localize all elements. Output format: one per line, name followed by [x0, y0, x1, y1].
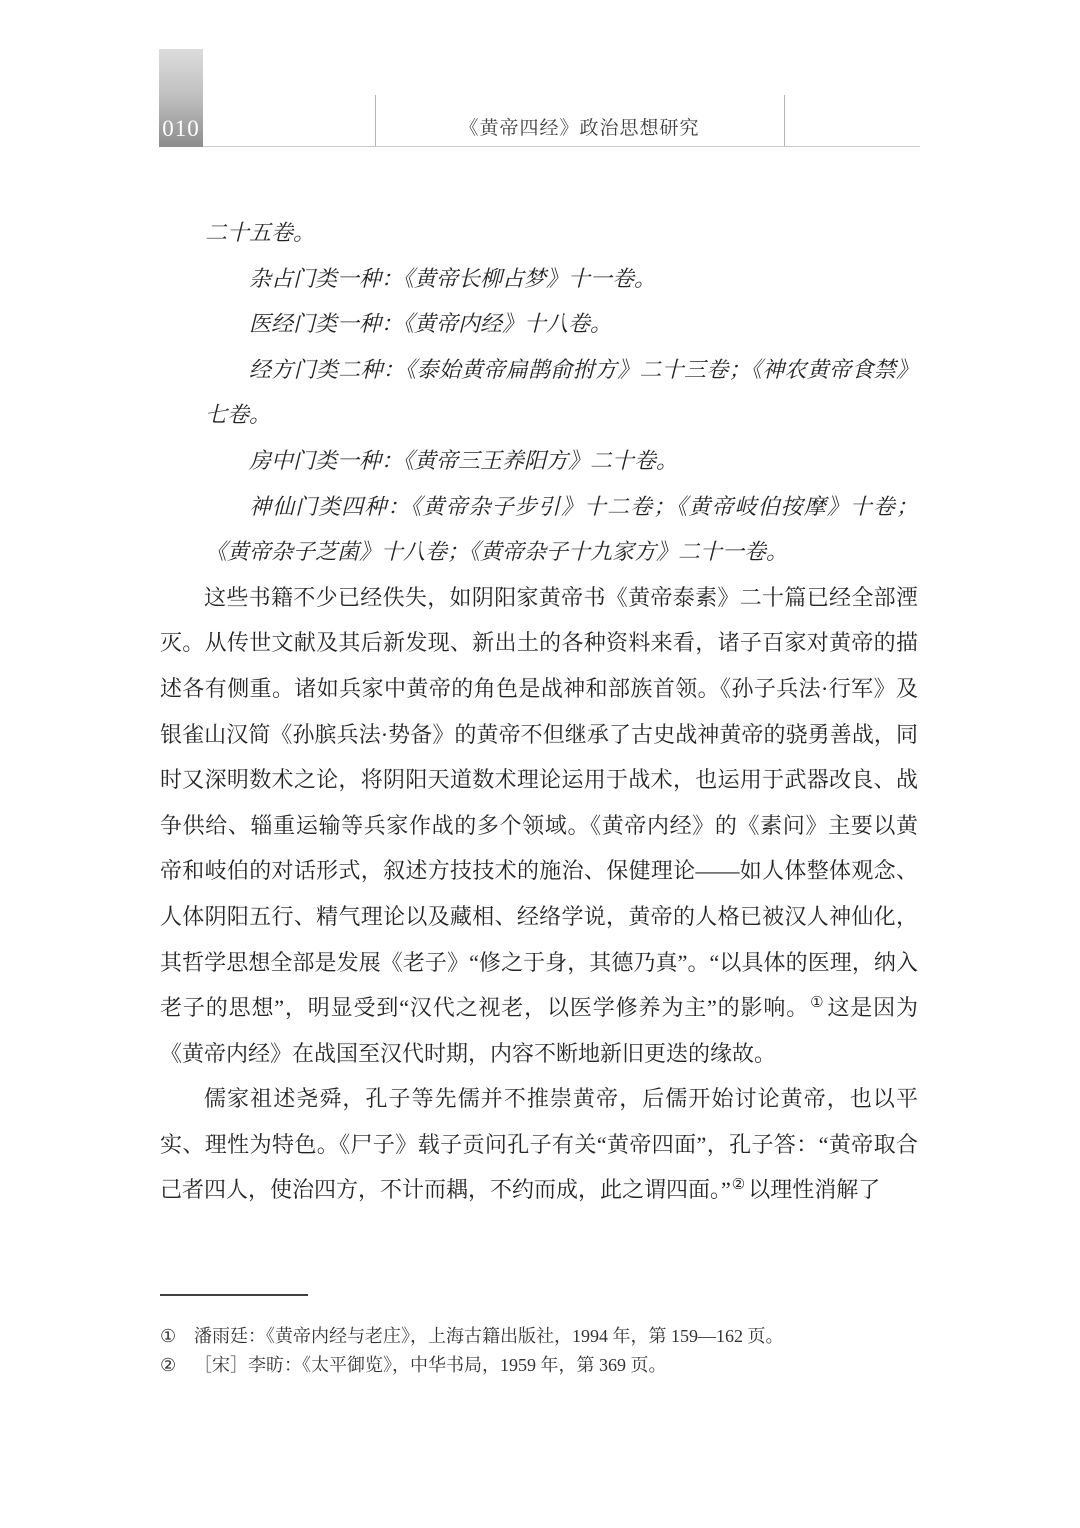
running-head-title: 《黄帝四经》政治思想研究	[459, 118, 700, 139]
quote-line: 神仙门类四种：《黄帝杂子步引》十二卷；《黄帝岐伯按摩》十卷；《黄帝杂子芝菌》十八卷；《黄帝杂子十九家方》二十一卷。	[205, 493, 918, 565]
header-bottom-rule	[203, 146, 920, 147]
footnote-list	[160, 1322, 935, 1380]
footnote-marker: ②	[160, 1355, 177, 1375]
footnote-separator-rule	[160, 1294, 308, 1296]
quote-line: 房中门类一种：《黄帝三王养阳方》二十卷。	[249, 447, 679, 473]
quote-line: 杂占门类一种：《黄帝长柳占梦》十一卷。	[249, 265, 657, 291]
quote-block	[205, 210, 918, 575]
quote-line: 医经门类一种：《黄帝内经》十八卷。	[249, 311, 613, 337]
footnote-reference: ①	[810, 994, 825, 1011]
paragraph: 儒家祖述尧舜，孔子等先儒并不推崇黄帝，后儒开始讨论黄帝，也以平实、理性为特色。《尸子》载子贡问孔子有关“黄帝四面”，孔子答：“黄帝取合己者四人，使治四方，不计而耦，不约而成，此之谓四面。”② 以理性消解了	[160, 1086, 918, 1203]
page-number-block	[159, 49, 203, 147]
footnote-text: 潘雨廷：《黄帝内经与老庄》，上海古籍出版社，1994 年，第 159—162 页。	[194, 1326, 784, 1346]
header-right-divider	[784, 95, 785, 147]
footnote-reference: ②	[731, 1177, 746, 1194]
page-number: 010	[162, 116, 200, 141]
footnote-item	[160, 1351, 935, 1380]
quote-line: 二十五卷。	[205, 220, 316, 245]
quote-line: 经方门类二种：《泰始黄帝扁鹊俞拊方》二十三卷；《神农黄帝食禁》七卷。	[205, 356, 918, 428]
footnote-text: ［宋］李昉：《太平御览》，中华书局，1959 年，第 369 页。	[194, 1355, 667, 1375]
footnote-item	[160, 1322, 935, 1351]
paragraph: 这些书籍不少已经佚失，如阴阳家黄帝书《黄帝泰素》二十篇已经全部湮灭。从传世文献及其后新发现、新出土的各种资料来看，诸子百家对黄帝的描述各有侧重。诸如兵家中黄帝的角色是战神和部族首领。《孙子兵法·行军》及银雀山汉简《孙膑兵法·势备》的黄帝不但继承了古史战神黄帝的骁勇善战，同时又深明数术之论，将阴阳天道数术理论运用于战术，也运用于武器改良、战争供给、辎重运输等兵家作战的多个领域。《黄帝内经》的《素问》主要以黄帝和岐伯的对话形式，叙述方技技术的施治、保健理论——如人体整体观念、人体阴阳五行、精气理论以及藏相、经络学说，黄帝的人格已被汉人神仙化，其哲学思想全部是发展《老子》“修之于身，其德乃真”。“以具体的医理，纳入老子的思想”，明显受到“汉代之视老，以医学修养为主”的影响。① 这是因为《黄帝内经》在战国至汉代时期，内容不断地新旧更迭的缘故。	[160, 584, 919, 1066]
footnote-marker: ①	[160, 1326, 177, 1346]
body-text	[160, 210, 918, 1213]
